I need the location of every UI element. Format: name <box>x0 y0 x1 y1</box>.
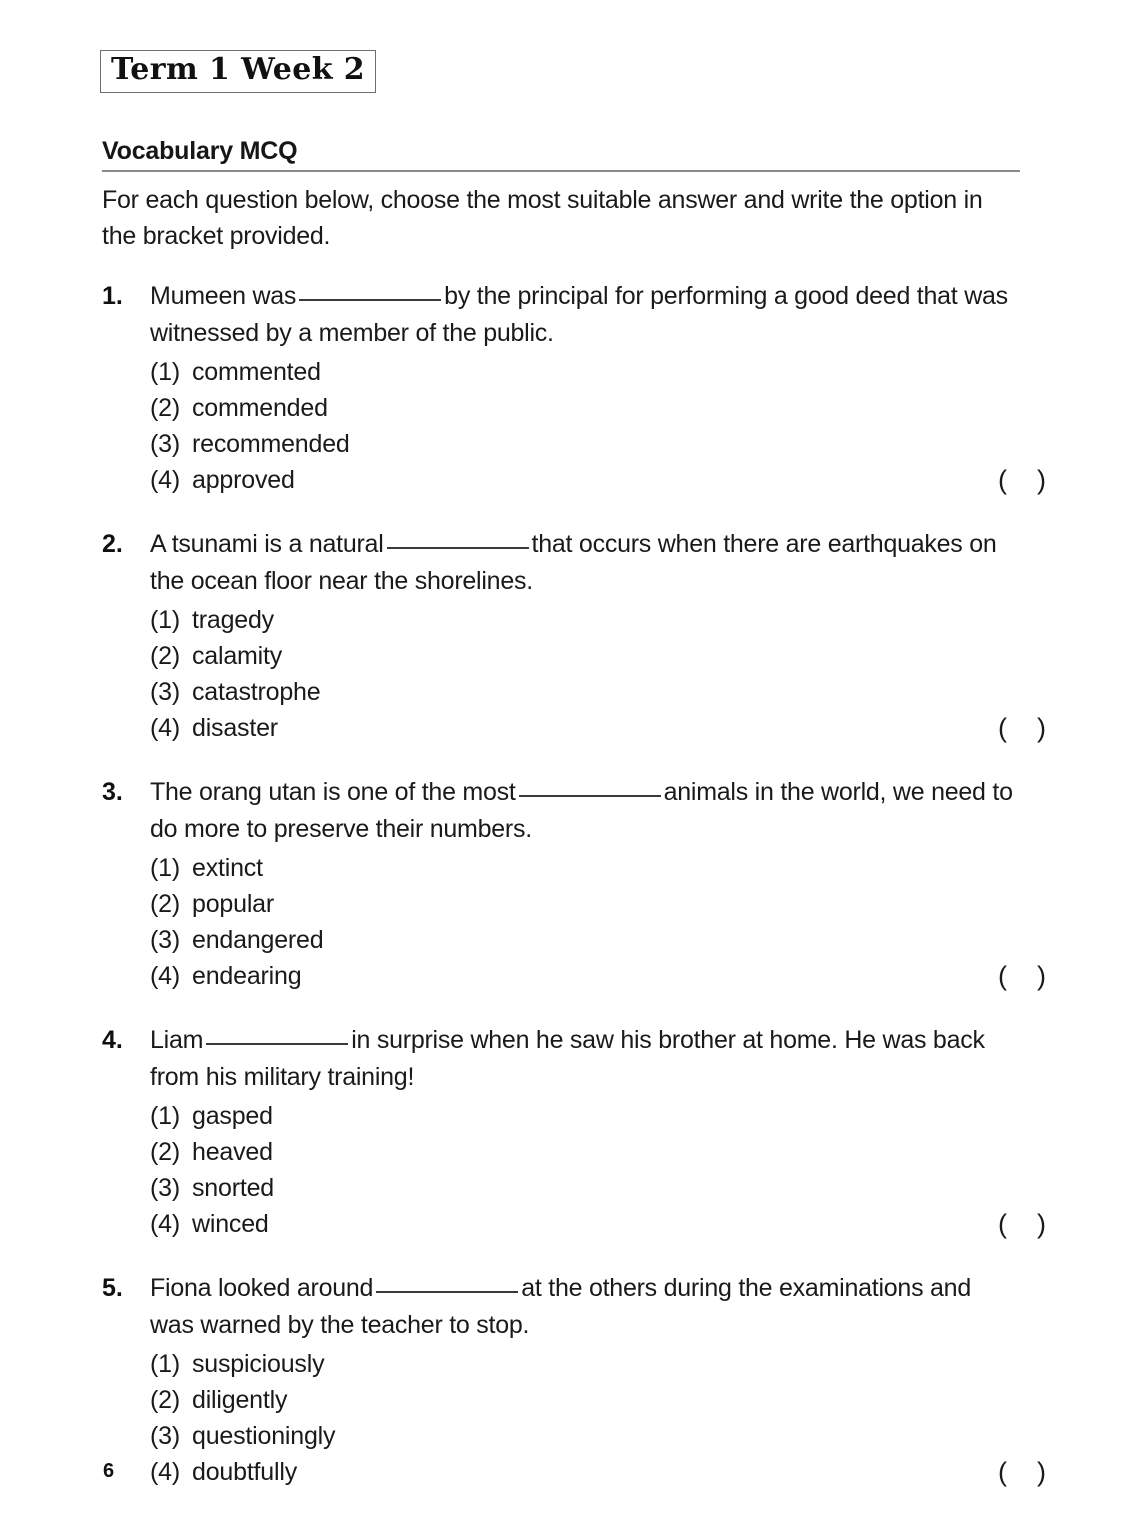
question-number: 1. <box>102 282 123 310</box>
option-item[interactable] <box>150 922 1020 958</box>
option-label: (3) <box>150 1174 180 1202</box>
option-text: commented <box>192 358 321 386</box>
option-label: (4) <box>150 1210 180 1238</box>
answer-bracket[interactable]: ( ) <box>998 465 1046 495</box>
instructions-text: For each question below, choose the most suitable answer and write the option in the bracket provided. <box>102 186 983 250</box>
question-body <box>150 1270 1046 1490</box>
question-body <box>150 774 1046 994</box>
option-item[interactable] <box>150 1206 1046 1242</box>
option-text: calamity <box>192 642 283 670</box>
option-label: (4) <box>150 962 180 990</box>
option-text: questioningly <box>192 1422 336 1450</box>
option-label: (2) <box>150 642 180 670</box>
question-item <box>100 526 1046 746</box>
option-item[interactable] <box>150 958 1046 994</box>
option-item[interactable] <box>150 886 1020 922</box>
section-divider <box>102 170 1020 172</box>
question-number: 4. <box>102 1026 123 1054</box>
answer-blank[interactable] <box>387 527 529 549</box>
option-text: endearing <box>192 962 302 990</box>
option-text: winced <box>192 1210 269 1238</box>
question-stem <box>150 526 1020 600</box>
question-stem <box>150 774 1020 848</box>
answer-bracket[interactable]: ( ) <box>998 961 1046 991</box>
option-label: (4) <box>150 1458 180 1486</box>
options-list <box>150 1346 1046 1490</box>
answer-blank[interactable] <box>299 279 441 301</box>
option-item[interactable] <box>150 354 1020 390</box>
question-stem-after-blank: by the principal for performing a good deed that was witnessed by a member of the public. <box>150 282 1008 347</box>
question-stem <box>150 278 1020 352</box>
option-label: (2) <box>150 394 180 422</box>
options-list <box>150 1098 1046 1242</box>
option-label: (1) <box>150 1102 180 1130</box>
answer-bracket[interactable]: ( ) <box>998 1457 1046 1487</box>
option-text: commended <box>192 394 328 422</box>
option-text: heaved <box>192 1138 273 1166</box>
option-text: snorted <box>192 1174 274 1202</box>
option-item[interactable] <box>150 1134 1020 1170</box>
option-text: approved <box>192 466 295 494</box>
option-item[interactable] <box>150 1346 1020 1382</box>
question-stem-after-blank: at the others during the examinations and was warned by the teacher to stop. <box>150 1274 971 1339</box>
answer-bracket[interactable]: ( ) <box>998 1209 1046 1239</box>
section-heading-label: Vocabulary MCQ <box>102 137 298 165</box>
week-title-label: Term 1 Week 2 <box>111 52 366 87</box>
question-stem-after-blank: animals in the world, we need to do more to preserve their numbers. <box>150 778 1013 843</box>
question-stem <box>150 1022 1020 1096</box>
question-stem <box>150 1270 1020 1344</box>
answer-blank[interactable] <box>376 1271 518 1293</box>
option-text: recommended <box>192 430 350 458</box>
option-text: catastrophe <box>192 678 321 706</box>
option-label: (1) <box>150 1350 180 1378</box>
option-text: gasped <box>192 1102 273 1130</box>
option-label: (1) <box>150 358 180 386</box>
option-item[interactable] <box>150 1454 1046 1490</box>
option-label: (3) <box>150 926 180 954</box>
option-label: (1) <box>150 854 180 882</box>
question-stem-before-blank: Liam <box>150 1026 204 1054</box>
question-item <box>100 1022 1046 1242</box>
option-item[interactable] <box>150 710 1046 746</box>
question-body <box>150 278 1046 498</box>
question-stem-after-blank: in surprise when he saw his brother at home. He was back from his military training! <box>150 1026 985 1091</box>
options-list <box>150 354 1046 498</box>
question-item <box>100 1270 1046 1490</box>
option-item[interactable] <box>150 1418 1020 1454</box>
option-label: (4) <box>150 714 180 742</box>
question-number: 2. <box>102 530 123 558</box>
option-text: endangered <box>192 926 324 954</box>
question-stem-before-blank: Fiona looked around <box>150 1274 374 1302</box>
option-text: tragedy <box>192 606 274 634</box>
question-item <box>100 278 1046 498</box>
option-label: (3) <box>150 1422 180 1450</box>
option-label: (2) <box>150 1386 180 1414</box>
option-item[interactable] <box>150 674 1020 710</box>
option-item[interactable] <box>150 850 1020 886</box>
option-item[interactable] <box>150 638 1020 674</box>
option-item[interactable] <box>150 602 1020 638</box>
section-heading <box>102 137 1020 172</box>
option-label: (2) <box>150 1138 180 1166</box>
option-item[interactable] <box>150 390 1020 426</box>
week-title-box <box>100 50 376 93</box>
page-number: 6 <box>103 1460 115 1482</box>
option-item[interactable] <box>150 1098 1020 1134</box>
question-number: 5. <box>102 1274 123 1302</box>
option-item[interactable] <box>150 426 1020 462</box>
answer-bracket[interactable]: ( ) <box>998 713 1046 743</box>
option-label: (1) <box>150 606 180 634</box>
option-label: (4) <box>150 466 180 494</box>
question-body <box>150 1022 1046 1242</box>
question-stem-before-blank: The orang utan is one of the most <box>150 778 516 806</box>
option-text: diligently <box>192 1386 288 1414</box>
answer-blank[interactable] <box>206 1023 348 1045</box>
question-stem-before-blank: A tsunami is a natural <box>150 530 384 558</box>
option-item[interactable] <box>150 1382 1020 1418</box>
options-list <box>150 850 1046 994</box>
answer-blank[interactable] <box>519 775 661 797</box>
option-text: suspiciously <box>192 1350 325 1378</box>
option-item[interactable] <box>150 1170 1020 1206</box>
option-text: doubtfully <box>192 1458 298 1486</box>
option-text: disaster <box>192 714 278 742</box>
question-number: 3. <box>102 778 123 806</box>
option-label: (3) <box>150 430 180 458</box>
option-text: popular <box>192 890 274 918</box>
question-body <box>150 526 1046 746</box>
option-text: extinct <box>192 854 263 882</box>
option-label: (3) <box>150 678 180 706</box>
question-stem-before-blank: Mumeen was <box>150 282 297 310</box>
option-label: (2) <box>150 890 180 918</box>
questions-list <box>100 278 1046 1518</box>
options-list <box>150 602 1046 746</box>
question-stem-after-blank: that occurs when there are earthquakes on the ocean floor near the shorelines. <box>150 530 997 595</box>
question-item <box>100 774 1046 994</box>
option-item[interactable] <box>150 462 1046 498</box>
